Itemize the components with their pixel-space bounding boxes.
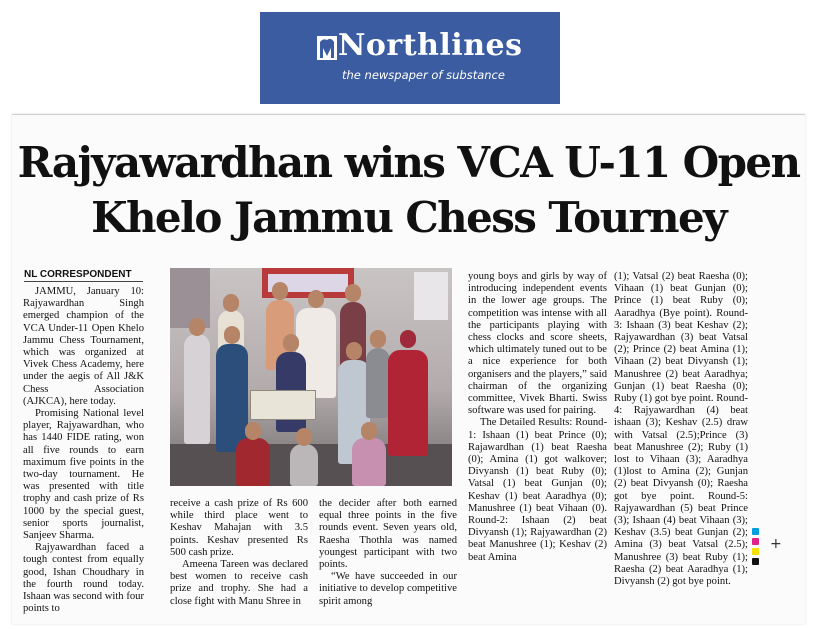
child-figure [366, 348, 390, 418]
paragraph: Promising National level player, Rajyawardhan, who has 1440 FIDE rating, won all five rounds to earn maximum five points in the two-day tournament. He was presented with title trophy and cash prize of Rs 1000 by the special guest, senior sports journalist, Sanjeev Sharma. [23, 408, 144, 542]
headline [12, 136, 805, 245]
child-head [400, 330, 416, 348]
article-column-1 [23, 286, 144, 615]
paragraph: Rajyawardhan faced a tough contest from equally good, Ishan Choudhary in the fourth round today. Ishaan was second with four points to [23, 542, 144, 615]
child-head [283, 334, 299, 352]
headline-line-1: Rajyawardhan wins VCA U-11 Open [17, 138, 800, 187]
article-column-2 [170, 498, 308, 608]
paragraph: young boys and girls by way of introducing independent events in the lower age groups. The competition was intense with all the participants playing with chess clocks and score sheets, which ultimately tuned out to be a nice experience for both organisers and the players,” said chairman of the organizing committee, Vivek Bharti. Swiss software was used for pairing. [468, 271, 607, 417]
black-mark [752, 558, 759, 565]
byline: NL CORRESPONDENT [24, 269, 143, 282]
paragraph: “We have succeeded in our initiative to develop competitive spirit among [319, 571, 457, 607]
article-photo [170, 268, 452, 486]
child-figure [388, 350, 428, 456]
photo-window [414, 272, 448, 320]
article-column-4 [468, 271, 607, 564]
cmyk-color-marks [752, 528, 760, 578]
child-figure [184, 334, 210, 444]
child-figure [352, 438, 386, 486]
article-column-3 [319, 498, 457, 608]
lion-emblem-icon [316, 34, 338, 62]
masthead-tagline: the newspaper of substance [342, 68, 505, 82]
paragraph: the decider after both earned equal three points in the five rounds event. Seven years old, Raesha Thothla was named youngest participant with two points. [319, 498, 457, 571]
child-head [224, 326, 240, 344]
paragraph: The Detailed Results: Round-1: Ishaan (1) beat Prince (0); Rajawardhan (1) beat Raesha (0); Amina (1) got walkover; Divyansh (1) beat Ruby (0); Vatsal (1) beat Gunjan (0); Keshav (1) beat Aaradhya (0); Manushree (1) beat Vihaan (0). Round-2: Ishaan (2) beat Divyansh (1); Rajyawardhan (2) beat Manushree (1); Keshav (2) beat Amina [468, 417, 607, 563]
paragraph: Ameena Tareen was declared best women to receive cash prize and trophy. She had a close fight with Manu Shree in [170, 559, 308, 607]
certificate-board [250, 390, 316, 420]
adult-head [308, 290, 324, 308]
cyan-mark [752, 528, 759, 535]
paragraph: (1); Vatsal (2) beat Raesha (0); Vihaan (1) beat Gunjan (0); Prince (1) beat Ruby (0); Aaradhya (Bye point). Round-3: Ishaan (3) beat Keshav (2); Rajyawardhan (3) beat Vatsal (2); Prince (2) beat Amina (1); Vihaan (2) beat Divyansh (1); Manushree (2) beat Aaradhya; Gunjan (1) beat Raesha (0); Ruby (1) got bye point. Round-4: Rajyawardhan (4) beat ishaan (3); Keshav (2.5) draw with Vatsal (2.5);Prince (3) beat Manushree (2); Ruby (1) lost to Vihaan (3); Aaradhya (1)lost to Amina (2); Gunjan (2) beat Divyansh (0); Raesha got bye point. Round-5: Rajyawardhan (5) beat Prince (3); Ishaan (4) beat Vihaan (3); Keshav (3.5) beat Gunjan (2); Amina (3) beat Vatsal (2.5); Manushree (3) beat Ruby (1); Raesha (2) beat Aaradhya (1); Divyansh (2) got bye point. [614, 271, 748, 588]
yellow-mark [752, 548, 759, 555]
photo-backdrop-shelf [170, 268, 210, 328]
child-head [245, 422, 261, 440]
child-figure [216, 344, 248, 452]
child-head [223, 294, 239, 312]
paragraph: receive a cash prize of Rs 600 while third place went to Keshav Mahajan with 3.5 points. Keshav presented Rs 500 cash prize. [170, 498, 308, 558]
child-head [345, 284, 361, 302]
masthead-title: Northlines [338, 28, 523, 63]
child-head [272, 282, 288, 300]
child-head [361, 422, 377, 440]
headline-line-2: Khelo Jammu Chess Tourney [91, 192, 726, 242]
child-figure [290, 444, 318, 486]
masthead [260, 12, 560, 104]
child-head [370, 330, 386, 348]
child-head [346, 342, 362, 360]
magenta-mark [752, 538, 759, 545]
paragraph: JAMMU, January 10: Rajyawardhan Singh emerged champion of the VCA Under-11 Open Khelo Jammu Chess Tournament, which was organized at Vivek Chess Academy, here under the aegis of All J&K Chess Association (AJKCA), here today. [23, 286, 144, 407]
child-figure [236, 438, 270, 486]
child-head [189, 318, 205, 336]
registration-mark-icon: + [770, 536, 782, 552]
child-head [296, 428, 312, 446]
article-column-5 [614, 271, 748, 588]
